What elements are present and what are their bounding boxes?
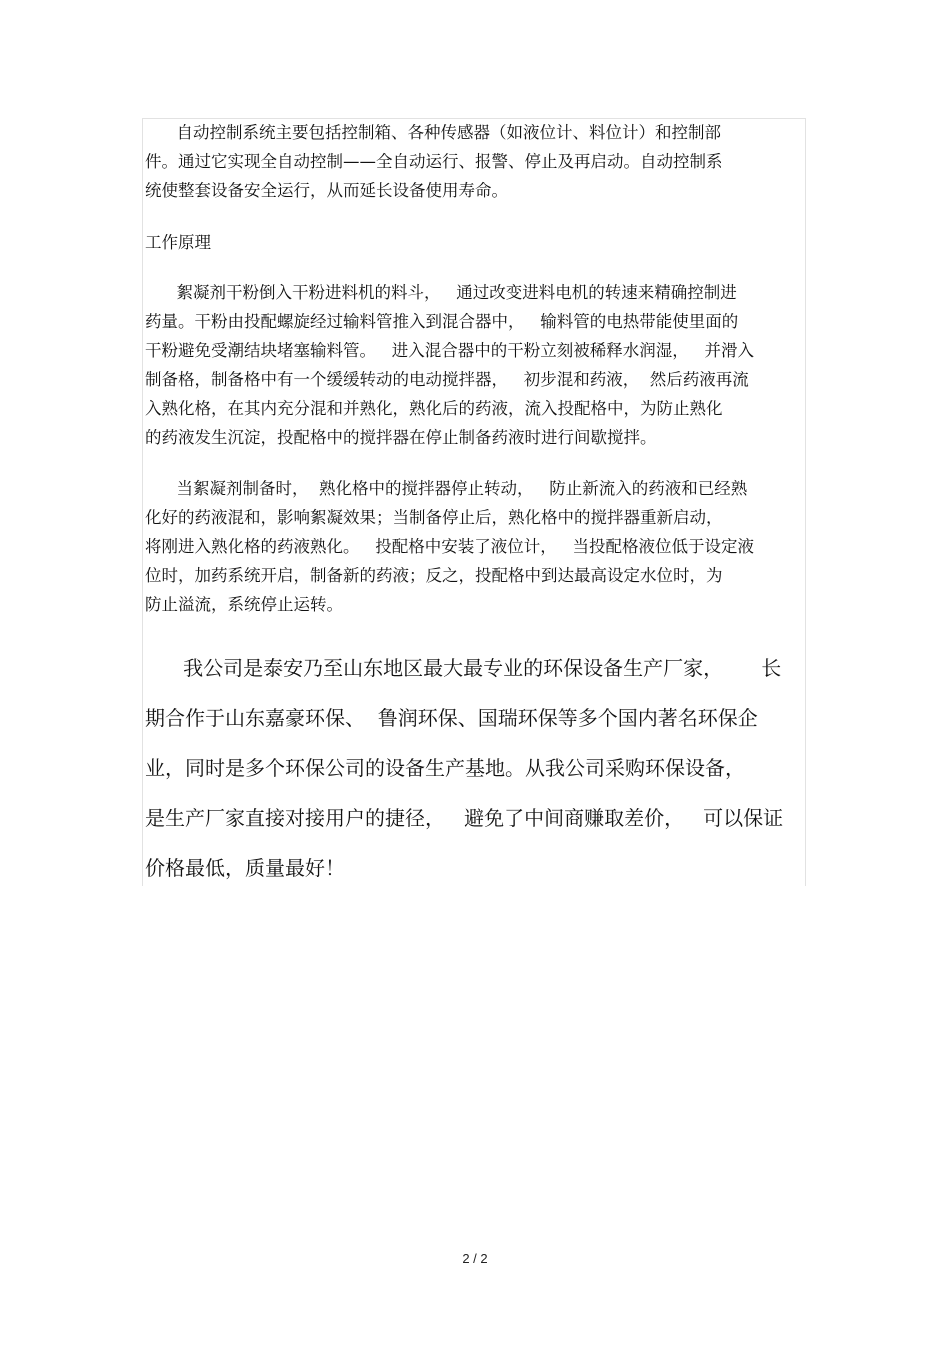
text-line: 价格最低，质量最好！: [145, 856, 345, 880]
text-line: 絮凝剂干粉倒入干粉进料机的料斗， 通过改变进料电机的转速来精确控制进: [145, 283, 737, 302]
paragraph-company: [145, 643, 809, 893]
text-line: 防止溢流，系统停止运转。: [145, 595, 343, 614]
text-line: 当絮凝剂制备时， 熟化格中的搅拌器停止转动， 防止新流入的药液和已经熟: [145, 479, 748, 498]
text-line: 件。通过它实现全自动控制——全自动运行、报警、停止及再启动。自动控制系: [145, 152, 723, 171]
page-number: 2 / 2: [462, 1251, 488, 1266]
text-line: 是生产厂家直接对接用户的捷径， 避免了中间商赚取差价， 可以保证: [145, 806, 784, 830]
paragraph-control: [145, 474, 809, 619]
text-line: 统使整套设备安全运行，从而延长设备使用寿命。: [145, 181, 508, 200]
text-line: 入熟化格，在其内充分混和并熟化，熟化后的药液，流入投配格中，为防止熟化: [145, 399, 723, 418]
text-line: 期合作于山东嘉豪环保、 鲁润环保、国瑞环保等多个国内著名环保企: [145, 706, 758, 730]
text-line: 自动控制系统主要包括控制箱、各种传感器（如液位计、料位计）和控制部: [145, 123, 721, 142]
text-line: 我公司是泰安乃至山东地区最大最专业的环保设备生产厂家， 长: [145, 656, 782, 680]
text-line: 将刚进入熟化格的药液熟化。 投配格中安装了液位计， 当投配格液位低于设定液: [145, 537, 754, 556]
text-line: 的药液发生沉淀，投配格中的搅拌器在停止制备药液时进行间歇搅拌。: [145, 428, 657, 447]
paragraph-intro: [145, 118, 809, 205]
text-line: 化好的药液混和，影响絮凝效果；当制备停止后，熟化格中的搅拌器重新启动，: [145, 508, 723, 527]
text-line: 药量。干粉由投配螺旋经过输料管推入到混合器中， 输料管的电热带能使里面的: [145, 312, 739, 331]
text-line: 制备格，制备格中有一个缓缓转动的电动搅拌器， 初步混和药液， 然后药液再流: [145, 370, 749, 389]
text-line: 干粉避免受潮结块堵塞输料管。 进入混合器中的干粉立刻被稀释水润湿， 并滑入: [145, 341, 754, 360]
section-heading: 工作原理: [145, 233, 211, 252]
text-line: 位时，加药系统开启，制备新的药液；反之，投配格中到达最高设定水位时，为: [145, 566, 723, 585]
text-line: 业，同时是多个环保公司的设备生产基地。从我公司采购环保设备，: [145, 756, 745, 780]
paragraph-principle: [145, 278, 809, 452]
